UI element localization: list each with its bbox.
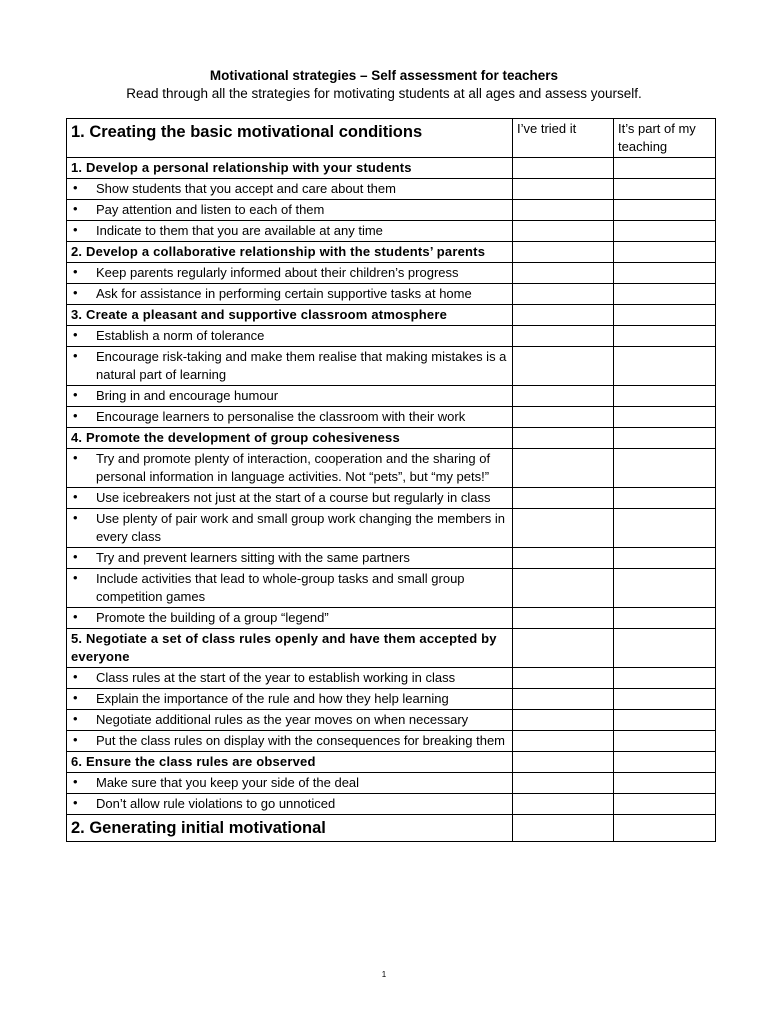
- tried-it-cell: [513, 221, 614, 242]
- strategy-text: Make sure that you keep your side of the deal: [96, 775, 360, 790]
- tried-it-cell: [513, 386, 614, 407]
- strategy-text: Use plenty of pair work and small group work changing the members in every class: [96, 511, 505, 544]
- bullet-icon: •: [73, 510, 78, 525]
- strategy-row: [67, 794, 716, 815]
- section-heading-row: [67, 158, 716, 179]
- part-of-teaching-cell: [614, 386, 716, 407]
- strategy-row: [67, 608, 716, 629]
- major-heading-row: [67, 119, 716, 158]
- bullet-icon: •: [73, 732, 78, 747]
- part-of-teaching-cell: [614, 263, 716, 284]
- part-of-teaching-cell: [614, 710, 716, 731]
- tried-it-cell: [513, 263, 614, 284]
- bullet-icon: •: [73, 450, 78, 465]
- strategy-text: Promote the building of a group “legend”: [96, 610, 329, 625]
- tried-it-cell: [513, 710, 614, 731]
- tried-it-cell: [513, 305, 614, 326]
- part-of-teaching-cell: [614, 284, 716, 305]
- bullet-icon: •: [73, 285, 78, 300]
- bullet-icon: •: [73, 201, 78, 216]
- page-number: 1: [381, 970, 387, 979]
- part-of-teaching-cell: [614, 509, 716, 548]
- part-of-teaching-cell: [614, 548, 716, 569]
- bullet-icon: •: [73, 489, 78, 504]
- part-of-teaching-cell: [614, 668, 716, 689]
- part-of-teaching-cell: [614, 347, 716, 386]
- part-of-teaching-cell: [614, 731, 716, 752]
- part-of-teaching-cell: [614, 179, 716, 200]
- heading-text: 2. Generating initial motivational: [71, 819, 326, 837]
- bullet-icon: •: [73, 327, 78, 342]
- strategy-row: [67, 263, 716, 284]
- section-heading-row: [67, 629, 716, 668]
- tried-it-cell: [513, 569, 614, 608]
- strategy-row: [67, 347, 716, 386]
- part-of-teaching-cell: [614, 200, 716, 221]
- strategy-row: [67, 773, 716, 794]
- section-heading-row: [67, 428, 716, 449]
- bullet-icon: •: [73, 609, 78, 624]
- strategy-text: Indicate to them that you are available at any time: [96, 223, 383, 238]
- strategy-text: Try and prevent learners sitting with the same partners: [96, 550, 410, 565]
- tried-it-cell: [513, 407, 614, 428]
- tried-it-cell: [513, 752, 614, 773]
- bullet-icon: •: [73, 690, 78, 705]
- part-of-teaching-cell: [614, 608, 716, 629]
- tried-it-cell: [513, 200, 614, 221]
- tried-it-cell: [513, 773, 614, 794]
- heading-text: 1. Develop a personal relationship with your students: [71, 160, 412, 175]
- heading-text: 6. Ensure the class rules are observed: [71, 754, 316, 769]
- part-of-teaching-cell: [614, 752, 716, 773]
- strategy-text: Include activities that lead to whole-group tasks and small group competition games: [96, 571, 465, 604]
- part-of-teaching-cell: [614, 428, 716, 449]
- tried-it-cell: [513, 347, 614, 386]
- tried-it-cell: [513, 242, 614, 263]
- part-of-teaching-cell: [614, 629, 716, 668]
- tried-it-cell: [513, 158, 614, 179]
- tried-it-cell: [513, 731, 614, 752]
- heading-text: 2. Develop a collaborative relationship with the students’ parents: [71, 244, 486, 259]
- tried-it-cell: [513, 179, 614, 200]
- strategy-row: [67, 710, 716, 731]
- strategy-row: [67, 407, 716, 428]
- tried-it-cell: [513, 509, 614, 548]
- strategy-text: Show students that you accept and care about them: [96, 181, 396, 196]
- section-heading-row: [67, 752, 716, 773]
- bullet-icon: •: [73, 180, 78, 195]
- part-of-teaching-cell: [614, 689, 716, 710]
- section-heading-row: [67, 242, 716, 263]
- strategy-row: [67, 509, 716, 548]
- tried-it-cell: [513, 284, 614, 305]
- part-of-teaching-cell: [614, 488, 716, 509]
- strategy-text: Put the class rules on display with the consequences for breaking them: [96, 733, 506, 748]
- tried-it-cell: [513, 794, 614, 815]
- strategy-row: [67, 668, 716, 689]
- strategy-text: Keep parents regularly informed about their children’s progress: [96, 265, 459, 280]
- tried-it-cell: [513, 668, 614, 689]
- strategy-row: [67, 221, 716, 242]
- strategy-row: [67, 731, 716, 752]
- strategy-text: Negotiate additional rules as the year moves on when necessary: [96, 712, 469, 727]
- strategy-row: [67, 548, 716, 569]
- part-of-teaching-cell: [614, 815, 716, 842]
- strategy-row: [67, 449, 716, 488]
- strategy-text: Pay attention and listen to each of them: [96, 202, 325, 217]
- self-assessment-table: [66, 118, 716, 842]
- strategy-text: Encourage learners to personalise the classroom with their work: [96, 409, 466, 424]
- strategy-row: [67, 200, 716, 221]
- column-header-tried: I’ve tried it: [513, 119, 614, 158]
- tried-it-cell: [513, 326, 614, 347]
- part-of-teaching-cell: [614, 242, 716, 263]
- bullet-icon: •: [73, 774, 78, 789]
- bullet-icon: •: [73, 549, 78, 564]
- strategy-row: [67, 488, 716, 509]
- strategy-text: Bring in and encourage humour: [96, 388, 279, 403]
- bullet-icon: •: [73, 264, 78, 279]
- document-title: Motivational strategies – Self assessment for teachers: [209, 68, 559, 83]
- part-of-teaching-cell: [614, 221, 716, 242]
- strategy-text: Ask for assistance in performing certain supportive tasks at home: [96, 286, 472, 301]
- bullet-icon: •: [73, 795, 78, 810]
- part-of-teaching-cell: [614, 773, 716, 794]
- bullet-icon: •: [73, 348, 78, 363]
- part-of-teaching-cell: [614, 449, 716, 488]
- document-subtitle: Read through all the strategies for motivating students at all ages and assess yourself.: [126, 86, 642, 101]
- column-header-part-of-teaching: It’s part of my teaching: [614, 119, 716, 158]
- tried-it-cell: [513, 428, 614, 449]
- tried-it-cell: [513, 629, 614, 668]
- part-of-teaching-cell: [614, 158, 716, 179]
- bullet-icon: •: [73, 711, 78, 726]
- heading-text: 4. Promote the development of group cohesiveness: [71, 430, 400, 445]
- strategy-text: Try and promote plenty of interaction, cooperation and the sharing of personal information in language activities. Not “pets”, but “my pets!”: [96, 451, 491, 484]
- tried-it-cell: [513, 689, 614, 710]
- heading-text: 3. Create a pleasant and supportive classroom atmosphere: [71, 307, 448, 322]
- heading-text: 5. Negotiate a set of class rules openly and have them accepted by everyone: [71, 631, 497, 664]
- strategy-row: [67, 689, 716, 710]
- bullet-icon: •: [73, 408, 78, 423]
- strategy-text: Don’t allow rule violations to go unnoticed: [96, 796, 336, 811]
- bullet-icon: •: [73, 570, 78, 585]
- part-of-teaching-cell: [614, 407, 716, 428]
- tried-it-cell: [513, 488, 614, 509]
- strategy-text: Use icebreakers not just at the start of a course but regularly in class: [96, 490, 491, 505]
- strategy-row: [67, 179, 716, 200]
- strategy-text: Explain the importance of the rule and how they help learning: [96, 691, 449, 706]
- part-of-teaching-cell: [614, 305, 716, 326]
- heading-text: 1. Creating the basic motivational conditions: [71, 123, 423, 141]
- tried-it-cell: [513, 548, 614, 569]
- strategy-text: Class rules at the start of the year to establish working in class: [96, 670, 456, 685]
- part-of-teaching-cell: [614, 794, 716, 815]
- strategy-row: [67, 284, 716, 305]
- bullet-icon: •: [73, 669, 78, 684]
- strategy-row: [67, 386, 716, 407]
- strategy-row: [67, 326, 716, 347]
- strategy-row: [67, 569, 716, 608]
- part-of-teaching-cell: [614, 569, 716, 608]
- part-of-teaching-cell: [614, 326, 716, 347]
- tried-it-cell: [513, 449, 614, 488]
- bullet-icon: •: [73, 387, 78, 402]
- section-heading-row: [67, 305, 716, 326]
- tried-it-cell: [513, 608, 614, 629]
- bullet-icon: •: [73, 222, 78, 237]
- tried-it-cell: [513, 815, 614, 842]
- major-heading-row: [67, 815, 716, 842]
- strategy-text: Establish a norm of tolerance: [96, 328, 265, 343]
- table-body: [67, 119, 716, 842]
- strategy-text: Encourage risk-taking and make them realise that making mistakes is a natural part of learning: [96, 349, 507, 382]
